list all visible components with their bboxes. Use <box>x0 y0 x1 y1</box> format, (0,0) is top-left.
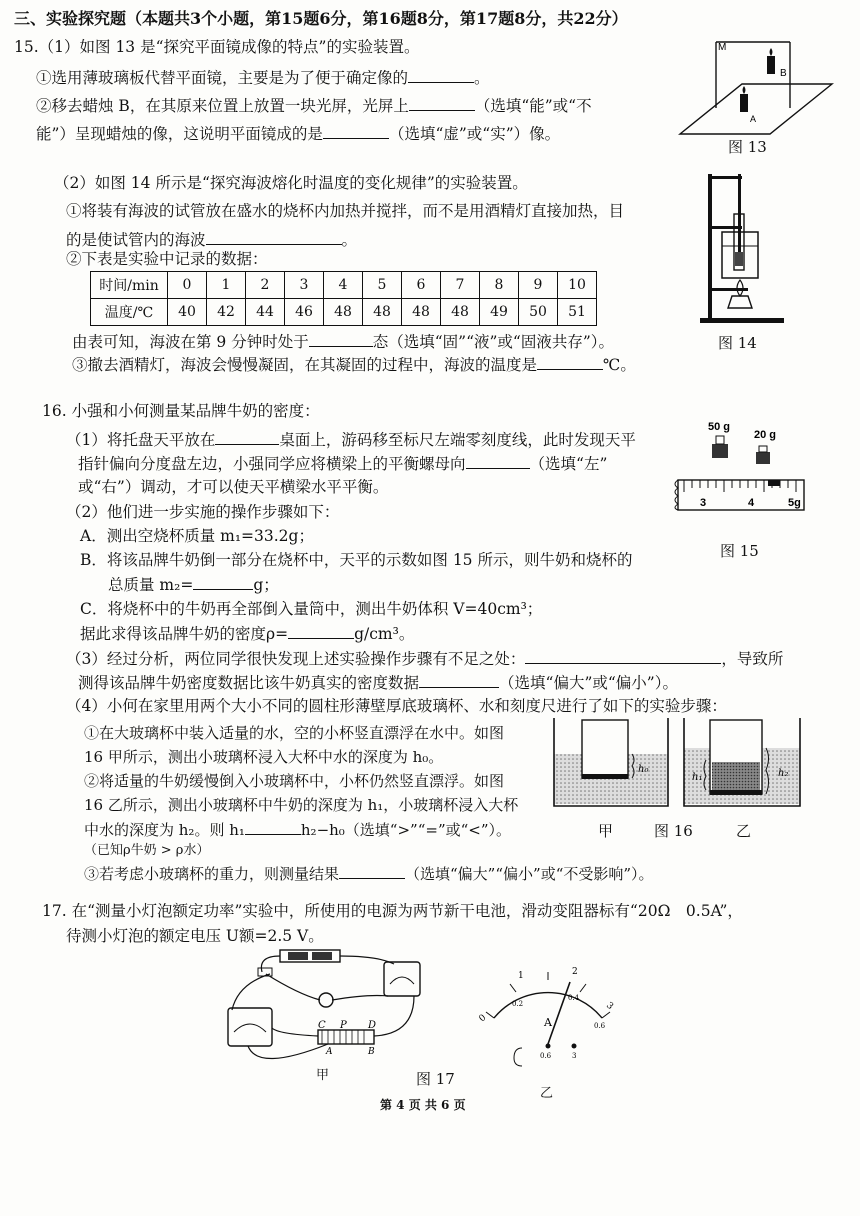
figure-15 <box>660 418 840 538</box>
text: （选填“虚”或“实”）像。 <box>388 125 561 143</box>
q16-s4: （4）小何在家里用两个大小不同的圆柱形薄壁厚底玻璃杯、水和刻度尺进行了如下的实验步骤： <box>66 697 727 715</box>
q16-intro: 16. 小强和小何测量某品牌牛奶的密度： <box>42 402 320 420</box>
q15-part2-b: ②下表是实验中记录的数据： <box>66 250 268 268</box>
answer-blank[interactable] <box>419 671 499 688</box>
table-cell: 2 <box>246 272 285 299</box>
answer-blank[interactable] <box>288 622 354 639</box>
q16-s3-line1 <box>66 647 783 670</box>
q15-part2-a-line1: ①将装有海波的试管放在盛水的烧杯内加热并搅拌，而不是用酒精灯直接加热，目 <box>66 202 625 220</box>
table-cell: 51 <box>558 299 597 326</box>
table-header-cell: 温度/℃ <box>91 299 168 326</box>
q16-s4-a1: ①在大玻璃杯中装入适量的水，空的小杯竖直漂浮在水中。如图 <box>84 724 505 742</box>
fig17-left-label: 甲 <box>316 1068 330 1083</box>
q15-part2-c <box>72 330 614 353</box>
page-footer: 第 4 页 共 6 页 <box>380 1098 466 1112</box>
text: 据此求得该品牌牛奶的密度ρ= <box>80 625 289 643</box>
table-row <box>91 272 597 299</box>
text: g； <box>253 576 279 594</box>
q17-intro-line2: 待测小灯泡的额定电压 U额=2.5 V。 <box>66 927 324 945</box>
table-row <box>91 299 597 326</box>
fig16-caption: 图 16 <box>654 822 693 840</box>
scale-label-5g: 5g <box>788 497 801 509</box>
fig17-caption: 图 17 <box>416 1070 455 1088</box>
figure-14 <box>698 168 788 328</box>
answer-blank[interactable] <box>323 122 389 139</box>
table-cell: 48 <box>324 299 363 326</box>
text: ③若考虑小玻璃杯的重力，则测量结果 <box>84 865 340 883</box>
scale-inner-0-2: 0.2 <box>512 1000 524 1008</box>
terminal-0-6: 0.6 <box>540 1052 552 1060</box>
fig14-caption: 图 14 <box>718 334 757 352</box>
terminal-3: 3 <box>572 1052 577 1060</box>
q15-part2-intro: （2）如图 14 所示是“探究海波熔化时温度的变化规律”的实验装置。 <box>54 174 528 192</box>
table-cell: 49 <box>480 299 519 326</box>
q16-step-b-line1: B．将该品牌牛奶倒一部分在烧杯中，天平的示数如图 15 所示，则牛奶和烧杯的 <box>80 551 633 569</box>
table-cell: 44 <box>246 299 285 326</box>
scale-outer-2: 2 <box>572 967 578 977</box>
figure-17-ammeter <box>478 962 618 1072</box>
figure-13 <box>672 30 842 138</box>
weight-label-20g: 20 g <box>754 429 777 441</box>
q16-s4-b5: （已知ρ牛奶 > ρ水） <box>84 843 210 858</box>
answer-blank[interactable] <box>408 66 474 83</box>
q17-intro-line1: 17. 在“测量小灯泡额定功率”实验中，所使用的电源为两节新干电池，滑动变阻器标有“20Ω 0.5A”， <box>42 902 743 920</box>
table-cell: 3 <box>285 272 324 299</box>
scale-outer-1: 1 <box>518 971 524 981</box>
table-header-cell: 时间/min <box>91 272 168 299</box>
q16-s4-c <box>84 862 654 885</box>
text: 态（选填“固”“液”或“固液共存”）。 <box>372 333 615 351</box>
scale-outer-0: 0 <box>478 1012 489 1025</box>
section-title: 三、实验探究题（本题共3个小题，第15题6分，第16题8分，第17题8分，共22分） <box>14 9 628 28</box>
q15-part1-a <box>36 66 490 89</box>
q15-part1-b-line1 <box>36 94 592 117</box>
answer-blank[interactable] <box>215 428 279 445</box>
table-cell: 4 <box>324 272 363 299</box>
table-cell: 40 <box>168 299 207 326</box>
answer-blank[interactable] <box>309 330 373 347</box>
label-h0: h₀ <box>638 764 649 775</box>
label-b: B <box>780 68 787 79</box>
text: （选填“左” <box>529 455 608 473</box>
scale-label-3: 3 <box>700 497 707 509</box>
table-cell: 48 <box>402 299 441 326</box>
scale-outer-3: 3 <box>604 1000 615 1012</box>
answer-blank[interactable] <box>409 94 475 111</box>
table-cell: 48 <box>441 299 480 326</box>
text: 的是使试管内的海波 <box>66 231 206 249</box>
text: g/cm³。 <box>354 625 415 643</box>
table-cell: 48 <box>363 299 402 326</box>
q16-step-a: A．测出空烧杯质量 m₁=33.2g； <box>80 527 314 545</box>
q16-s1-line3: 或“右”）调动，才可以使天平横梁水平平衡。 <box>78 478 389 496</box>
table-cell: 5 <box>363 272 402 299</box>
q16-step-c-line2 <box>80 622 414 645</box>
text: 中水的深度为 h₂。则 h₁ <box>84 821 245 839</box>
answer-blank[interactable] <box>466 452 530 469</box>
data-table <box>90 271 597 326</box>
circuit-label-c: C <box>318 1020 326 1031</box>
answer-blank[interactable] <box>339 862 405 879</box>
fig17-right-label: 乙 <box>540 1086 554 1101</box>
table-cell: 50 <box>519 299 558 326</box>
text: （选填“能”或“不 <box>474 97 592 115</box>
q15-part2-d <box>72 353 636 376</box>
q16-step-b-line2 <box>108 573 279 596</box>
table-cell: 42 <box>207 299 246 326</box>
table-cell: 8 <box>480 272 519 299</box>
text: ℃。 <box>603 356 636 374</box>
figure-16 <box>552 714 812 824</box>
figure-17-circuit <box>218 944 428 1076</box>
text: ，导致所 <box>721 650 784 668</box>
label-m: M <box>718 42 727 53</box>
table-cell: 7 <box>441 272 480 299</box>
answer-blank[interactable] <box>245 818 301 835</box>
label-a: A <box>750 114 757 124</box>
scale-label-4: 4 <box>748 497 755 509</box>
text: ②移去蜡烛 B，在其原来位置上放置一块光屏，光屏上 <box>36 97 409 115</box>
answer-blank[interactable] <box>525 647 721 664</box>
text: （选填“偏大”“偏小”或“不受影响”）。 <box>405 865 654 883</box>
text: h₂−h₀（选填“>”“=”或“<”）。 <box>300 821 512 839</box>
table-cell: 6 <box>402 272 441 299</box>
weight-label-50g: 50 g <box>708 421 731 433</box>
q16-s4-b2: 16 乙所示，测出小玻璃杯中牛奶的深度为 h₁，小玻璃杯浸入大杯 <box>84 796 519 814</box>
fig16-left-label: 甲 <box>598 822 614 840</box>
label-h1: h₁ <box>692 772 703 783</box>
fig16-right-label: 乙 <box>736 822 752 840</box>
answer-blank[interactable] <box>537 353 603 370</box>
scale-inner-0-4: 0.4 <box>568 994 580 1002</box>
q16-s3-line2 <box>78 671 678 694</box>
answer-blank[interactable] <box>193 573 253 590</box>
text: 总质量 m₂= <box>108 576 194 594</box>
table-cell: 0 <box>168 272 207 299</box>
q16-s1-line2 <box>78 452 607 475</box>
table-cell: 1 <box>207 272 246 299</box>
text: 测得该品牌牛奶密度数据比该牛奶真实的密度数据 <box>78 674 420 692</box>
circuit-label-p: P <box>340 1020 347 1031</box>
q15-part1-b-line2 <box>36 122 560 145</box>
answer-blank[interactable] <box>206 228 342 245</box>
text: 由表可知，海波在第 9 分钟时处于 <box>72 333 309 351</box>
text: （3）经过分析，两位同学很快发现上述实验操作步骤有不足之处： <box>66 650 526 668</box>
ammeter-unit: A <box>544 1016 552 1029</box>
text: （选填“偏大”或“偏小”）。 <box>499 674 678 692</box>
text: 能”）呈现蜡烛的像，这说明平面镜成的是 <box>36 125 323 143</box>
text: 指针偏向分度盘左边，小强同学应将横梁上的平衡螺母向 <box>78 455 466 473</box>
text: 桌面上，游码移至标尺左端零刻度线，此时发现天平 <box>279 431 636 449</box>
q16-s2: （2）他们进一步实施的操作步骤如下： <box>66 503 340 521</box>
text: （1）将托盘天平放在 <box>66 431 216 449</box>
circuit-label-a: A <box>326 1047 333 1057</box>
q16-s4-a2: 16 甲所示，测出小玻璃杯浸入大杯中水的深度为 h₀。 <box>84 748 444 766</box>
table-cell: 10 <box>558 272 597 299</box>
text: ③撤去酒精灯，海波会慢慢凝固，在其凝固的过程中，海波的温度是 <box>72 356 538 374</box>
text: 。 <box>341 231 358 249</box>
q16-s4-b3 <box>84 818 511 841</box>
q16-step-c-line1: C．将烧杯中的牛奶再全部倒入量筒中，测出牛奶体积 V=40cm³； <box>80 600 543 618</box>
label-h2: h₂ <box>778 768 789 779</box>
q16-s1-line1 <box>66 428 636 451</box>
q15-part1-intro: 15.（1）如图 13 是“探究平面镜成像的特点”的实验装置。 <box>14 38 420 56</box>
fig13-caption: 图 13 <box>728 138 767 156</box>
q16-s4-b1: ②将适量的牛奶缓慢倒入小玻璃杯中，小杯仍然竖直漂浮。如图 <box>84 772 505 790</box>
circuit-label-b: B <box>368 1047 375 1057</box>
text: 。 <box>474 69 490 87</box>
scale-inner-0-6: 0.6 <box>594 1022 606 1030</box>
text: ①选用薄玻璃板代替平面镜，主要是为了便于确定像的 <box>36 69 409 87</box>
table-cell: 9 <box>519 272 558 299</box>
table-cell: 46 <box>285 299 324 326</box>
fig15-caption: 图 15 <box>720 542 759 560</box>
circuit-label-d: D <box>368 1020 377 1031</box>
